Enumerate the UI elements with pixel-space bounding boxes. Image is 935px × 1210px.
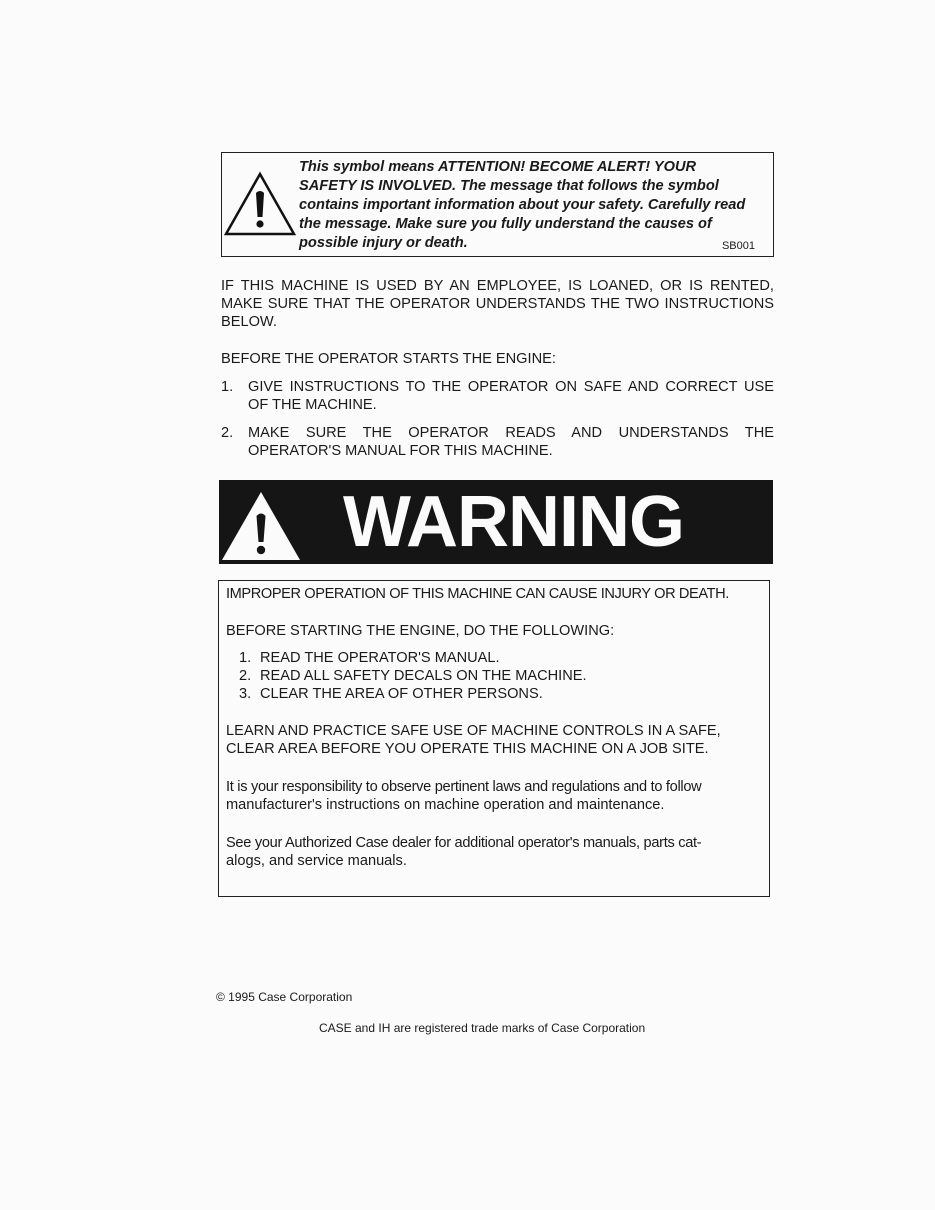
intro-paragraph: IF THIS MACHINE IS USED BY AN EMPLOYEE, IS LOANED, OR IS RENTED, MAKE SURE THAT THE OPERATOR UNDERSTANDS THE TWO INSTRUCTIONS BELOW.: [221, 278, 774, 330]
item-text: READ ALL SAFETY DECALS ON THE MACHINE.: [260, 668, 587, 684]
alert-line: SAFETY IS INVOLVED. The message that follows the symbol: [299, 178, 719, 194]
item-text: CLEAR THE AREA OF OTHER PERSONS.: [260, 686, 543, 702]
item-number: 3.: [239, 686, 252, 702]
warning-line: It is your responsibility to observe pertinent laws and regulations and to follow: [226, 779, 702, 795]
warning-triangle-icon: [224, 171, 296, 237]
warning-box: [218, 580, 770, 897]
list-item: [239, 667, 759, 685]
trademark-notice: CASE and IH are registered trade marks of Case Corporation: [319, 1021, 646, 1035]
warning-line: IMPROPER OPERATION OF THIS MACHINE CAN CAUSE INJURY OR DEATH.: [226, 586, 729, 602]
warning-triangle-icon: [221, 490, 301, 562]
item-number: 1.: [239, 650, 252, 666]
warning-banner: [219, 480, 773, 564]
alert-line: possible injury or death.: [299, 235, 468, 251]
item-text: READ THE OPERATOR'S MANUAL.: [260, 650, 500, 666]
list-item: [239, 685, 759, 703]
intro-item: [221, 378, 774, 414]
alert-line: This symbol means ATTENTION! BECOME ALERT! YOUR: [299, 159, 697, 175]
list-item: [239, 649, 759, 667]
alert-line: the message. Make sure you fully understand the causes of: [299, 216, 712, 232]
warning-line: BEFORE STARTING THE ENGINE, DO THE FOLLOWING:: [226, 623, 615, 639]
item-text: GIVE INSTRUCTIONS TO THE OPERATOR ON SAFE AND CORRECT USE OF THE MACHINE.: [248, 379, 774, 413]
safety-alert-box: [221, 152, 774, 257]
item-number: 1.: [221, 379, 234, 395]
alert-code: SB001: [721, 240, 755, 252]
item-text: MAKE SURE THE OPERATOR READS AND UNDERSTANDS THE OPERATOR'S MANUAL FOR THIS MACHINE.: [248, 425, 774, 459]
copyright-notice: © 1995 Case Corporation: [216, 990, 353, 1004]
alert-line: contains important information about your safety. Carefully read: [299, 197, 746, 213]
before-heading: BEFORE THE OPERATOR STARTS THE ENGINE:: [221, 351, 556, 367]
warning-word: WARNING: [343, 482, 684, 562]
warning-line: LEARN AND PRACTICE SAFE USE OF MACHINE CONTROLS IN A SAFE,: [226, 723, 721, 739]
warning-line: CLEAR AREA BEFORE YOU OPERATE THIS MACHINE ON A JOB SITE.: [226, 741, 709, 757]
warning-line: See your Authorized Case dealer for additional operator's manuals, parts cat-: [226, 835, 702, 851]
intro-item: [221, 424, 774, 460]
item-number: 2.: [221, 425, 234, 441]
warning-line: alogs, and service manuals.: [226, 853, 407, 869]
safety-alert-message: [299, 158, 769, 253]
warning-list: [239, 649, 759, 703]
item-number: 2.: [239, 668, 252, 684]
warning-line: manufacturer's instructions on machine operation and maintenance.: [226, 797, 665, 813]
